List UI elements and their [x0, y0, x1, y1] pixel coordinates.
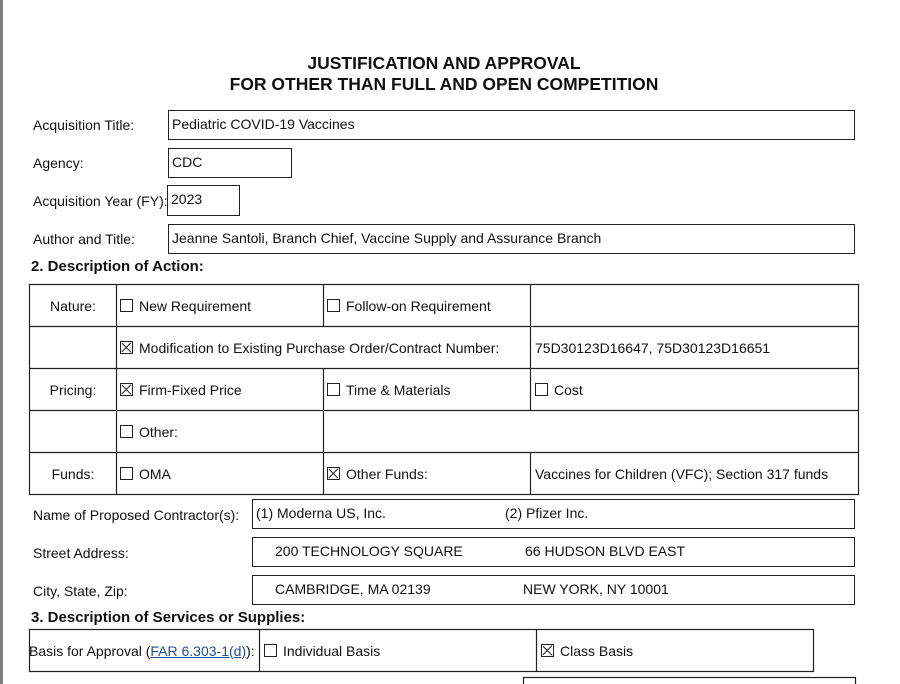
contractor-name-label: Name of Proposed Contractor(s): [33, 507, 240, 523]
form-title-line1: JUSTIFICATION AND APPROVAL [307, 53, 581, 73]
follow-on-label: Follow-on Requirement [346, 297, 491, 314]
section3-heading: 3. Description of Services or Supplies: [31, 609, 306, 626]
time-materials-label: Time & Materials [346, 381, 451, 398]
funds-value: Vaccines for Children (VFC); Section 317 funds [535, 465, 829, 482]
contractor-name-1: (1) Moderna US, Inc. [256, 505, 386, 521]
individual-basis-checkbox[interactable] [264, 644, 277, 657]
street-address-label: Street Address: [33, 545, 129, 561]
new-requirement-label: New Requirement [139, 297, 252, 314]
funds-label: Funds: [51, 465, 95, 482]
section2-heading: 2. Description of Action: [31, 258, 204, 275]
acquisition-year-field[interactable]: 2023 [167, 185, 240, 216]
class-basis-checkbox[interactable] [541, 644, 554, 657]
author-field[interactable]: Jeanne Santoli, Branch Chief, Vaccine Supply and Assurance Branch [168, 224, 855, 254]
basis-prefix: Basis for Approval ( [29, 642, 151, 659]
far-link[interactable]: FAR 6.303-1(d) [150, 642, 247, 659]
acquisition-year-label: Acquisition Year (FY): [33, 193, 168, 209]
other-funds-label: Other Funds: [346, 465, 428, 482]
firm-fixed-label: Firm-Fixed Price [139, 381, 242, 398]
author-label: Author and Title: [33, 231, 135, 247]
nature-label: Nature: [50, 297, 96, 314]
basis-suffix: ): [246, 642, 255, 659]
agency-field[interactable]: CDC [168, 148, 292, 178]
cost-label: Cost [554, 381, 583, 398]
contractor-name-2: (2) Pfizer Inc. [505, 505, 589, 521]
acquisition-title-field[interactable]: Pediatric COVID-19 Vaccines [168, 110, 855, 140]
oma-label: OMA [139, 465, 171, 482]
form-title-line2: FOR OTHER THAN FULL AND OPEN COMPETITION [229, 74, 659, 94]
individual-basis-option[interactable] [264, 630, 534, 671]
basis-for-approval-label [29, 630, 259, 671]
pricing-label: Pricing: [49, 381, 97, 398]
city-state-zip-2: NEW YORK, NY 10001 [523, 581, 669, 597]
individual-basis-label: Individual Basis [283, 642, 381, 659]
acquisition-title-label: Acquisition Title: [33, 117, 135, 133]
other-pricing-label: Other: [139, 423, 178, 440]
city-state-zip-label: City, State, Zip: [33, 583, 128, 599]
contract-numbers: 75D30123D16647, 75D30123D16651 [535, 339, 771, 356]
city-state-zip-1: CAMBRIDGE, MA 02139 [275, 581, 431, 597]
street-address-2: 66 HUDSON BLVD EAST [525, 543, 686, 559]
modification-label: Modification to Existing Purchase Order/Contract Number: [139, 339, 500, 356]
class-basis-label: Class Basis [560, 642, 634, 659]
class-basis-option[interactable] [541, 630, 811, 671]
agency-label: Agency: [33, 155, 84, 171]
street-address-1: 200 TECHNOLOGY SQUARE [275, 543, 463, 559]
